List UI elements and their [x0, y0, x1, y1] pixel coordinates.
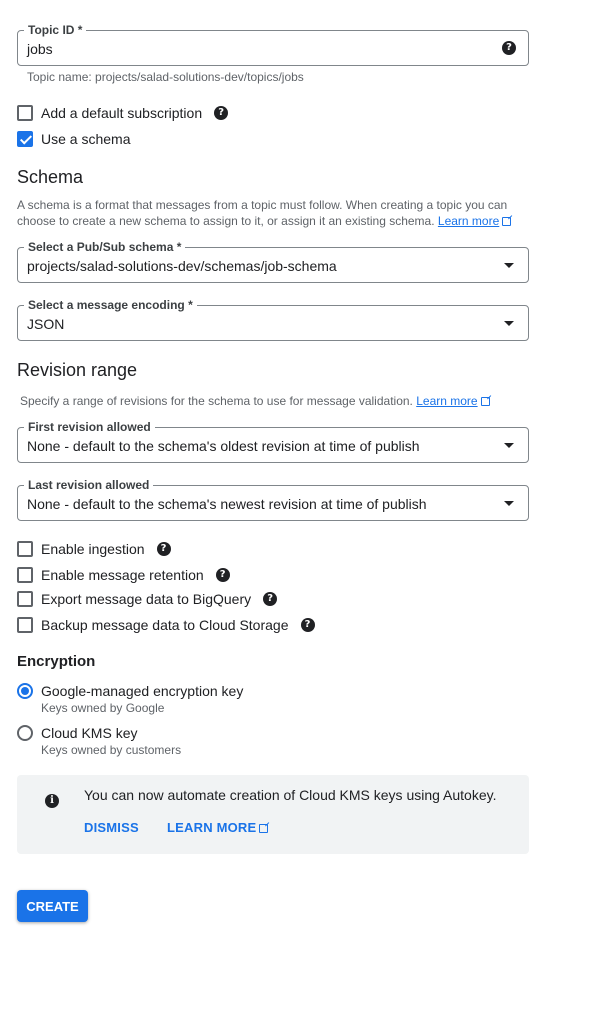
dropdown-arrow-icon[interactable] [504, 263, 514, 268]
enable-message-retention-checkbox[interactable] [17, 566, 230, 584]
radio-sublabel: Keys owned by Google [41, 701, 165, 715]
dismiss-button[interactable]: DISMISS [84, 820, 139, 835]
checkbox-label: Enable message retention [41, 567, 204, 583]
message-encoding-select[interactable] [17, 298, 529, 341]
help-icon[interactable]: ? [216, 568, 230, 582]
checkbox-label: Backup message data to Cloud Storage [41, 617, 289, 633]
topic-id-input[interactable]: jobs [27, 41, 53, 57]
checkbox-box[interactable] [17, 541, 33, 557]
message-encoding-label: Select a message encoding * [24, 298, 197, 312]
checkbox-box[interactable] [17, 131, 33, 147]
first-revision-value: None - default to the schema's oldest revision at time of publish [27, 438, 420, 454]
checkbox-box[interactable] [17, 567, 33, 583]
export-bigquery-checkbox[interactable] [17, 590, 277, 608]
add-default-subscription-checkbox[interactable] [17, 104, 228, 122]
revision-range-heading: Revision range [17, 360, 138, 380]
pubsub-schema-select[interactable] [17, 240, 529, 283]
schema-description-line2: choose to create a new schema to assign to it, or assign it an existing schema. [17, 214, 435, 228]
revision-learn-more-link[interactable]: Learn more [416, 394, 478, 408]
autokey-banner [17, 775, 529, 854]
revision-description-text: Specify a range of revisions for the schema to use for message validation. [20, 394, 413, 408]
help-icon[interactable]: ? [263, 592, 277, 606]
checkbox-label: Add a default subscription [41, 105, 203, 121]
pubsub-schema-label: Select a Pub/Sub schema * [24, 240, 185, 254]
checkbox-label: Enable ingestion [41, 541, 145, 557]
checkbox-label: Export message data to BigQuery [41, 591, 252, 607]
first-revision-select[interactable] [17, 420, 529, 463]
banner-learn-more-label: LEARN MORE [167, 820, 257, 835]
last-revision-select[interactable] [17, 478, 529, 521]
radio-label: Cloud KMS key [41, 725, 138, 741]
dropdown-arrow-icon[interactable] [504, 501, 514, 506]
first-revision-label: First revision allowed [24, 420, 155, 434]
topic-name-hint: Topic name: projects/salad-solutions-dev/topics/jobs [27, 70, 304, 84]
encryption-heading: Encryption [17, 653, 96, 670]
pubsub-schema-value: projects/salad-solutions-dev/schemas/job-schema [27, 258, 337, 274]
revision-description [20, 393, 540, 409]
radio-label: Google-managed encryption key [41, 683, 244, 699]
checkbox-box[interactable] [17, 105, 33, 121]
enable-ingestion-checkbox[interactable] [17, 540, 171, 558]
schema-learn-more-link[interactable]: Learn more [437, 214, 500, 228]
last-revision-value: None - default to the schema's newest revision at time of publish [27, 496, 427, 512]
dropdown-arrow-icon[interactable] [504, 443, 514, 448]
schema-heading: Schema [17, 167, 84, 187]
external-link-icon [481, 397, 490, 406]
last-revision-label: Last revision allowed [24, 478, 153, 492]
radio-button[interactable] [17, 683, 33, 699]
checkbox-box[interactable] [17, 591, 33, 607]
help-icon[interactable]: ? [157, 542, 171, 556]
help-icon[interactable]: ? [301, 618, 315, 632]
help-icon[interactable]: ? [214, 106, 228, 120]
topic-id-field[interactable] [17, 23, 529, 66]
message-encoding-value: JSON [27, 316, 65, 332]
checkbox-label: Use a schema [41, 131, 131, 147]
radio-sublabel: Keys owned by customers [41, 743, 182, 757]
backup-cloud-storage-checkbox[interactable] [17, 616, 315, 634]
banner-message: You can now automate creation of Cloud KMS keys using Autokey. [84, 787, 497, 803]
radio-button[interactable] [17, 725, 33, 741]
external-link-icon [502, 217, 511, 226]
dropdown-arrow-icon[interactable] [504, 321, 514, 326]
external-link-icon [259, 824, 268, 833]
create-button[interactable]: CREATE [17, 890, 88, 922]
info-icon: i [45, 794, 59, 808]
use-schema-checkbox[interactable] [17, 130, 130, 148]
help-icon[interactable]: ? [502, 41, 516, 55]
schema-description [17, 197, 537, 229]
topic-id-label: Topic ID * [24, 23, 86, 37]
schema-description-line1: A schema is a format that messages from a topic must follow. When creating a topic you can [17, 198, 508, 212]
checkbox-box[interactable] [17, 617, 33, 633]
banner-learn-more-link[interactable] [167, 820, 268, 835]
